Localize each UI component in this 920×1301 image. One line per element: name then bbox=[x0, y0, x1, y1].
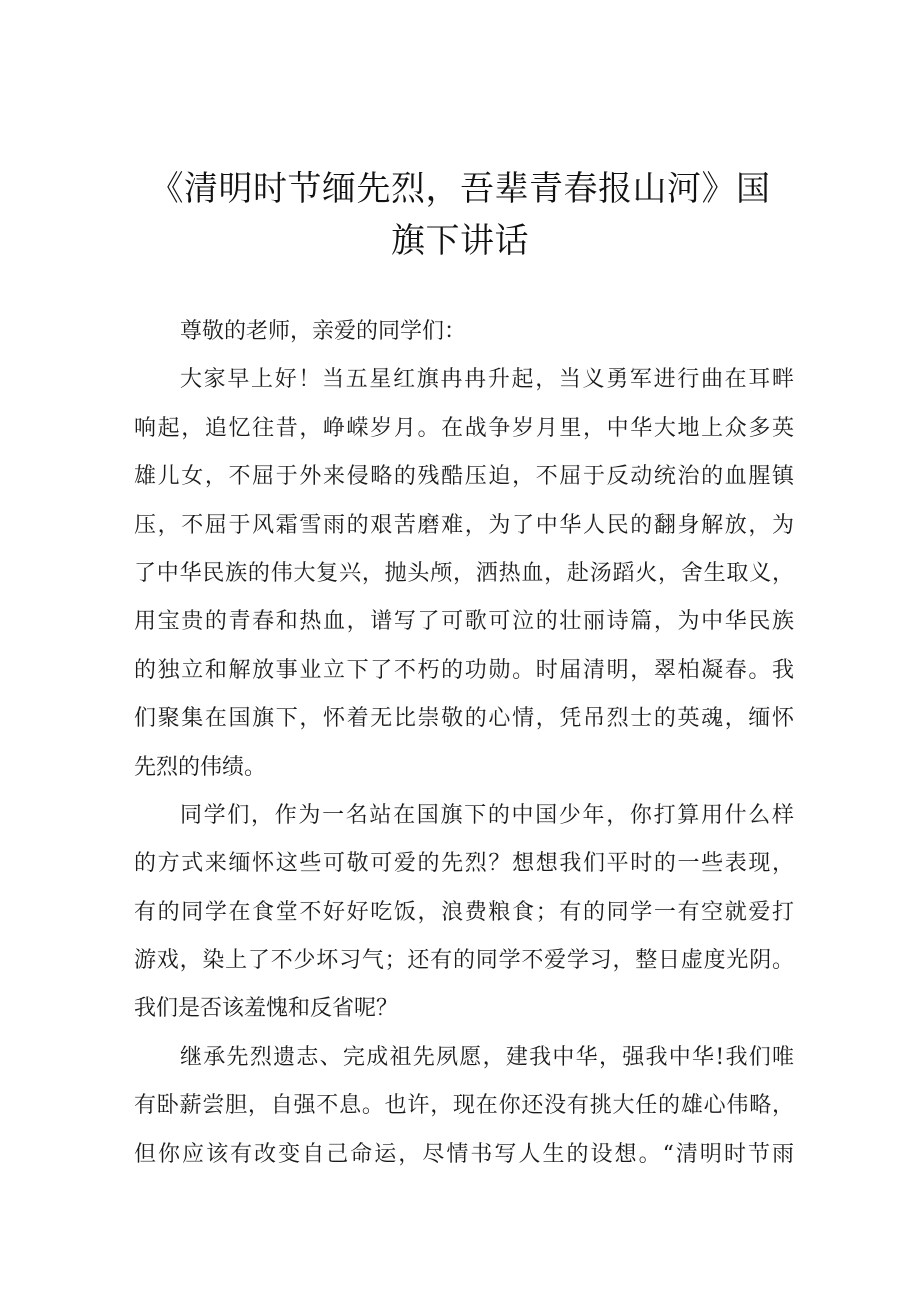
paragraph-line: 有卧薪尝胆，自强不息。也许，现在你还没有挑大任的雄心伟略， bbox=[134, 1093, 794, 1119]
paragraph-line: 继承先烈遗志、完成祖先夙愿，建我中华，强我中华!我们唯 bbox=[180, 1044, 794, 1070]
paragraph-line: 的方式来缅怀这些可敬可爱的先烈？想想我们平时的一些表现， bbox=[134, 851, 794, 877]
page-title bbox=[120, 163, 800, 267]
paragraph-line: 大家早上好！当五星红旗冉冉升起，当义勇军进行曲在耳畔 bbox=[180, 367, 794, 393]
paragraph-line: 游戏，染上了不少坏习气；还有的同学不爱学习，整日虚度光阴。 bbox=[134, 948, 794, 974]
paragraph-line: 有的同学在食堂不好好吃饭，浪费粮食；有的同学一有空就爱打 bbox=[134, 899, 794, 925]
paragraph-line: 雄儿女，不屈于外来侵略的残酷压迫，不屈于反动统治的血腥镇 bbox=[134, 464, 794, 490]
paragraph-line: 但你应该有改变自己命运，尽情书写人生的设想。“清明时节雨 bbox=[134, 1141, 794, 1167]
title-line-1: 《清明时节缅先烈，吾辈青春报山河》国 bbox=[149, 169, 771, 209]
paragraph-line: 用宝贵的青春和热血，谱写了可歌可泣的壮丽诗篇，为中华民族 bbox=[134, 609, 794, 635]
paragraph-line: 我们是否该羞愧和反省呢？ bbox=[134, 996, 399, 1022]
salutation-line: 尊敬的老师，亲爱的同学们： bbox=[180, 319, 467, 344]
speech-body bbox=[134, 308, 794, 1179]
paragraph-line: 先烈的伟绩。 bbox=[134, 754, 267, 780]
paragraph-line: 的独立和解放事业立下了不朽的功勋。时届清明，翠柏凝春。我 bbox=[134, 657, 794, 683]
title-line-2: 旗下讲话 bbox=[391, 221, 529, 261]
paragraph-line: 压，不屈于风霜雪雨的艰苦磨难，为了中华人民的翻身解放，为 bbox=[134, 512, 794, 538]
paragraph-line: 了中华民族的伟大复兴，抛头颅，洒热血，赴汤蹈火，舍生取义， bbox=[134, 560, 794, 586]
paragraph-line: 响起，追忆往昔，峥嵘岁月。在战争岁月里，中华大地上众多英 bbox=[134, 415, 794, 441]
paragraph-line: 们聚集在国旗下，怀着无比崇敬的心情，凭吊烈士的英魂，缅怀 bbox=[134, 706, 794, 732]
paragraph-line: 同学们，作为一名站在国旗下的中国少年，你打算用什么样 bbox=[180, 802, 794, 828]
